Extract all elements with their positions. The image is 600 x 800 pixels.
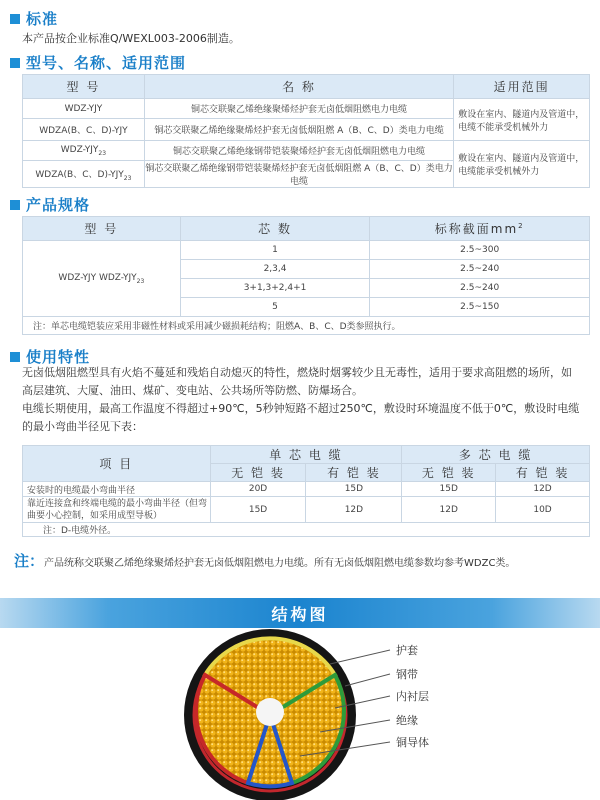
row-label: 靠近连接盒和终端电缆的最小弯曲半径（但弯曲要小心控制，如采用成型导板） <box>23 497 211 523</box>
cores-cell: 2,3,4 <box>180 260 370 279</box>
footnote-label: 注： <box>14 552 45 570</box>
model-text: WDZ-YJY <box>60 144 99 155</box>
usage-paragraph-1: 无卤低烟阻燃型具有火焰不蔓延和残焰自动熄灭的特性，燃烧时烟雾较少且无毒性，适用于要求高阻燃的场所，如高层建筑、大厦、油田、煤矿、变电站、公共场所等防燃、防爆场合。 <box>22 366 572 397</box>
bend-table <box>22 445 590 537</box>
model-cell: WDZA(B、C、D)-YJY <box>23 119 145 141</box>
unarmored-header: 无 铠 装 <box>402 464 496 482</box>
value-cell: 20D <box>210 482 306 497</box>
usage-paragraph-2: 电缆长期使用，最高工作温度不得超过+90℃，5秒钟短路不超过250℃，敷设时环境温度不低于0℃，敷设时电缆的最小弯曲半径见下表： <box>22 402 580 433</box>
model-header: 型 号 <box>23 75 145 99</box>
name-cell: 铜芯交联聚乙烯绝缘钢带铠装聚烯烃护套无卤低烟阻燃电力电缆 <box>144 141 453 161</box>
model-sub: 23 <box>123 174 132 182</box>
armored-header: 有 铠 装 <box>306 464 402 482</box>
model-title: 型号、名称、适用范围 <box>26 54 187 72</box>
model-text: WDZA(B、C、D)-YJY <box>35 169 124 180</box>
name-header: 名 称 <box>144 75 453 99</box>
scope-cell: 敷设在室内、隧道内及管道中，电缆不能承受机械外力 <box>454 99 590 141</box>
spec-table <box>22 216 590 335</box>
value-cell: 12D <box>496 482 590 497</box>
label-insulation: 绝缘 <box>396 714 418 727</box>
footnote-text: 产品统称交联聚乙烯绝缘聚烯烃护套无卤低烟阻燃电力电缆。所有无卤低烟阻燃电缆参数均参考WDZC类。 <box>44 558 516 569</box>
standard-title: 标准 <box>26 10 59 28</box>
spec-title: 产品规格 <box>26 196 91 214</box>
footnote <box>14 550 515 571</box>
table-row <box>23 497 590 523</box>
name-cell: 铜芯交联聚乙烯绝缘聚烯烃护套无卤低烟阻燃电力电缆 <box>144 99 453 119</box>
section-cell: 2.5~150 <box>370 298 590 317</box>
spec-note: 注：单芯电缆铠装应采用非磁性材料或采用减少磁损耗结构；阻燃A、B、C、D类参照执行。 <box>23 317 590 335</box>
label-inner-lining: 内衬层 <box>396 690 429 703</box>
value-cell: 15D <box>402 482 496 497</box>
value-cell: 15D <box>210 497 306 523</box>
single-header: 单 芯 电 缆 <box>210 446 402 464</box>
item-header: 项 目 <box>23 446 211 482</box>
value-cell: 12D <box>306 497 402 523</box>
structure-banner <box>0 598 600 628</box>
value-cell: 12D <box>402 497 496 523</box>
spec-model-cell: WDZ-YJY WDZ-$YJY_{23}$ <box>23 241 181 317</box>
bend-note: 注：D-电缆外径。 <box>23 523 590 537</box>
section-square-icon <box>10 200 20 210</box>
section-cell: 2.5~300 <box>370 241 590 260</box>
multi-header: 多 芯 电 缆 <box>402 446 590 464</box>
center-filler <box>256 698 284 726</box>
usage-title: 使用特性 <box>26 348 91 366</box>
cores-cell: 5 <box>180 298 370 317</box>
model-sub: 23 <box>98 149 107 157</box>
cores-cell: 1 <box>180 241 370 260</box>
cable-diagram <box>184 629 356 800</box>
cable-cross-section <box>0 628 600 800</box>
model-cell: WDZ-YJY <box>23 99 145 119</box>
scope-cell: 敷设在室内、隧道内及管道中，电缆能承受机械外力 <box>454 141 590 188</box>
cores-cell: 3+1,3+2,4+1 <box>180 279 370 298</box>
section-square-icon <box>10 352 20 362</box>
section-cell: 2.5~240 <box>370 260 590 279</box>
row-label: 安装时的电缆最小弯曲半径 <box>23 482 211 497</box>
model-cell <box>23 141 145 161</box>
model-heading <box>10 52 186 73</box>
table-row <box>23 141 590 161</box>
spec-section-header: 标称截面$mm^2$ <box>370 217 590 241</box>
standard-heading <box>10 8 58 29</box>
value-cell: 10D <box>496 497 590 523</box>
name-cell: 铜芯交联聚乙烯绝缘聚烯烃护套无卤低烟阻燃 A（B、C、D）类电力电缆 <box>144 119 453 141</box>
standard-text: 本产品按企业标准Q/WEXL003-2006制造。 <box>22 32 240 45</box>
spec-heading <box>10 194 90 215</box>
name-cell: 铜芯交联聚乙烯绝缘钢带铠装聚烯烃护套无卤低烟阻燃 A（B、C、D）类电力电缆 <box>144 161 453 188</box>
unarmored-header: 无 铠 装 <box>210 464 306 482</box>
label-sheath: 护套 <box>396 644 418 657</box>
table-row <box>23 241 590 260</box>
label-steel-tape: 钢带 <box>396 668 418 681</box>
structure-title: 结构图 <box>271 605 329 624</box>
model-cell <box>23 161 145 188</box>
spec-cores-header: 芯 数 <box>180 217 370 241</box>
header-sup: 2 <box>518 222 525 230</box>
spec-model-header: 型 号 <box>23 217 181 241</box>
armored-header: 有 铠 装 <box>496 464 590 482</box>
label-conductor: 铜导体 <box>396 736 429 749</box>
model-table <box>22 74 590 188</box>
section-square-icon <box>10 14 20 24</box>
table-row <box>23 482 590 497</box>
table-row <box>23 99 590 119</box>
section-cell: 2.5~240 <box>370 279 590 298</box>
section-square-icon <box>10 58 20 68</box>
value-cell: 15D <box>306 482 402 497</box>
scope-header: 适用范围 <box>454 75 590 99</box>
